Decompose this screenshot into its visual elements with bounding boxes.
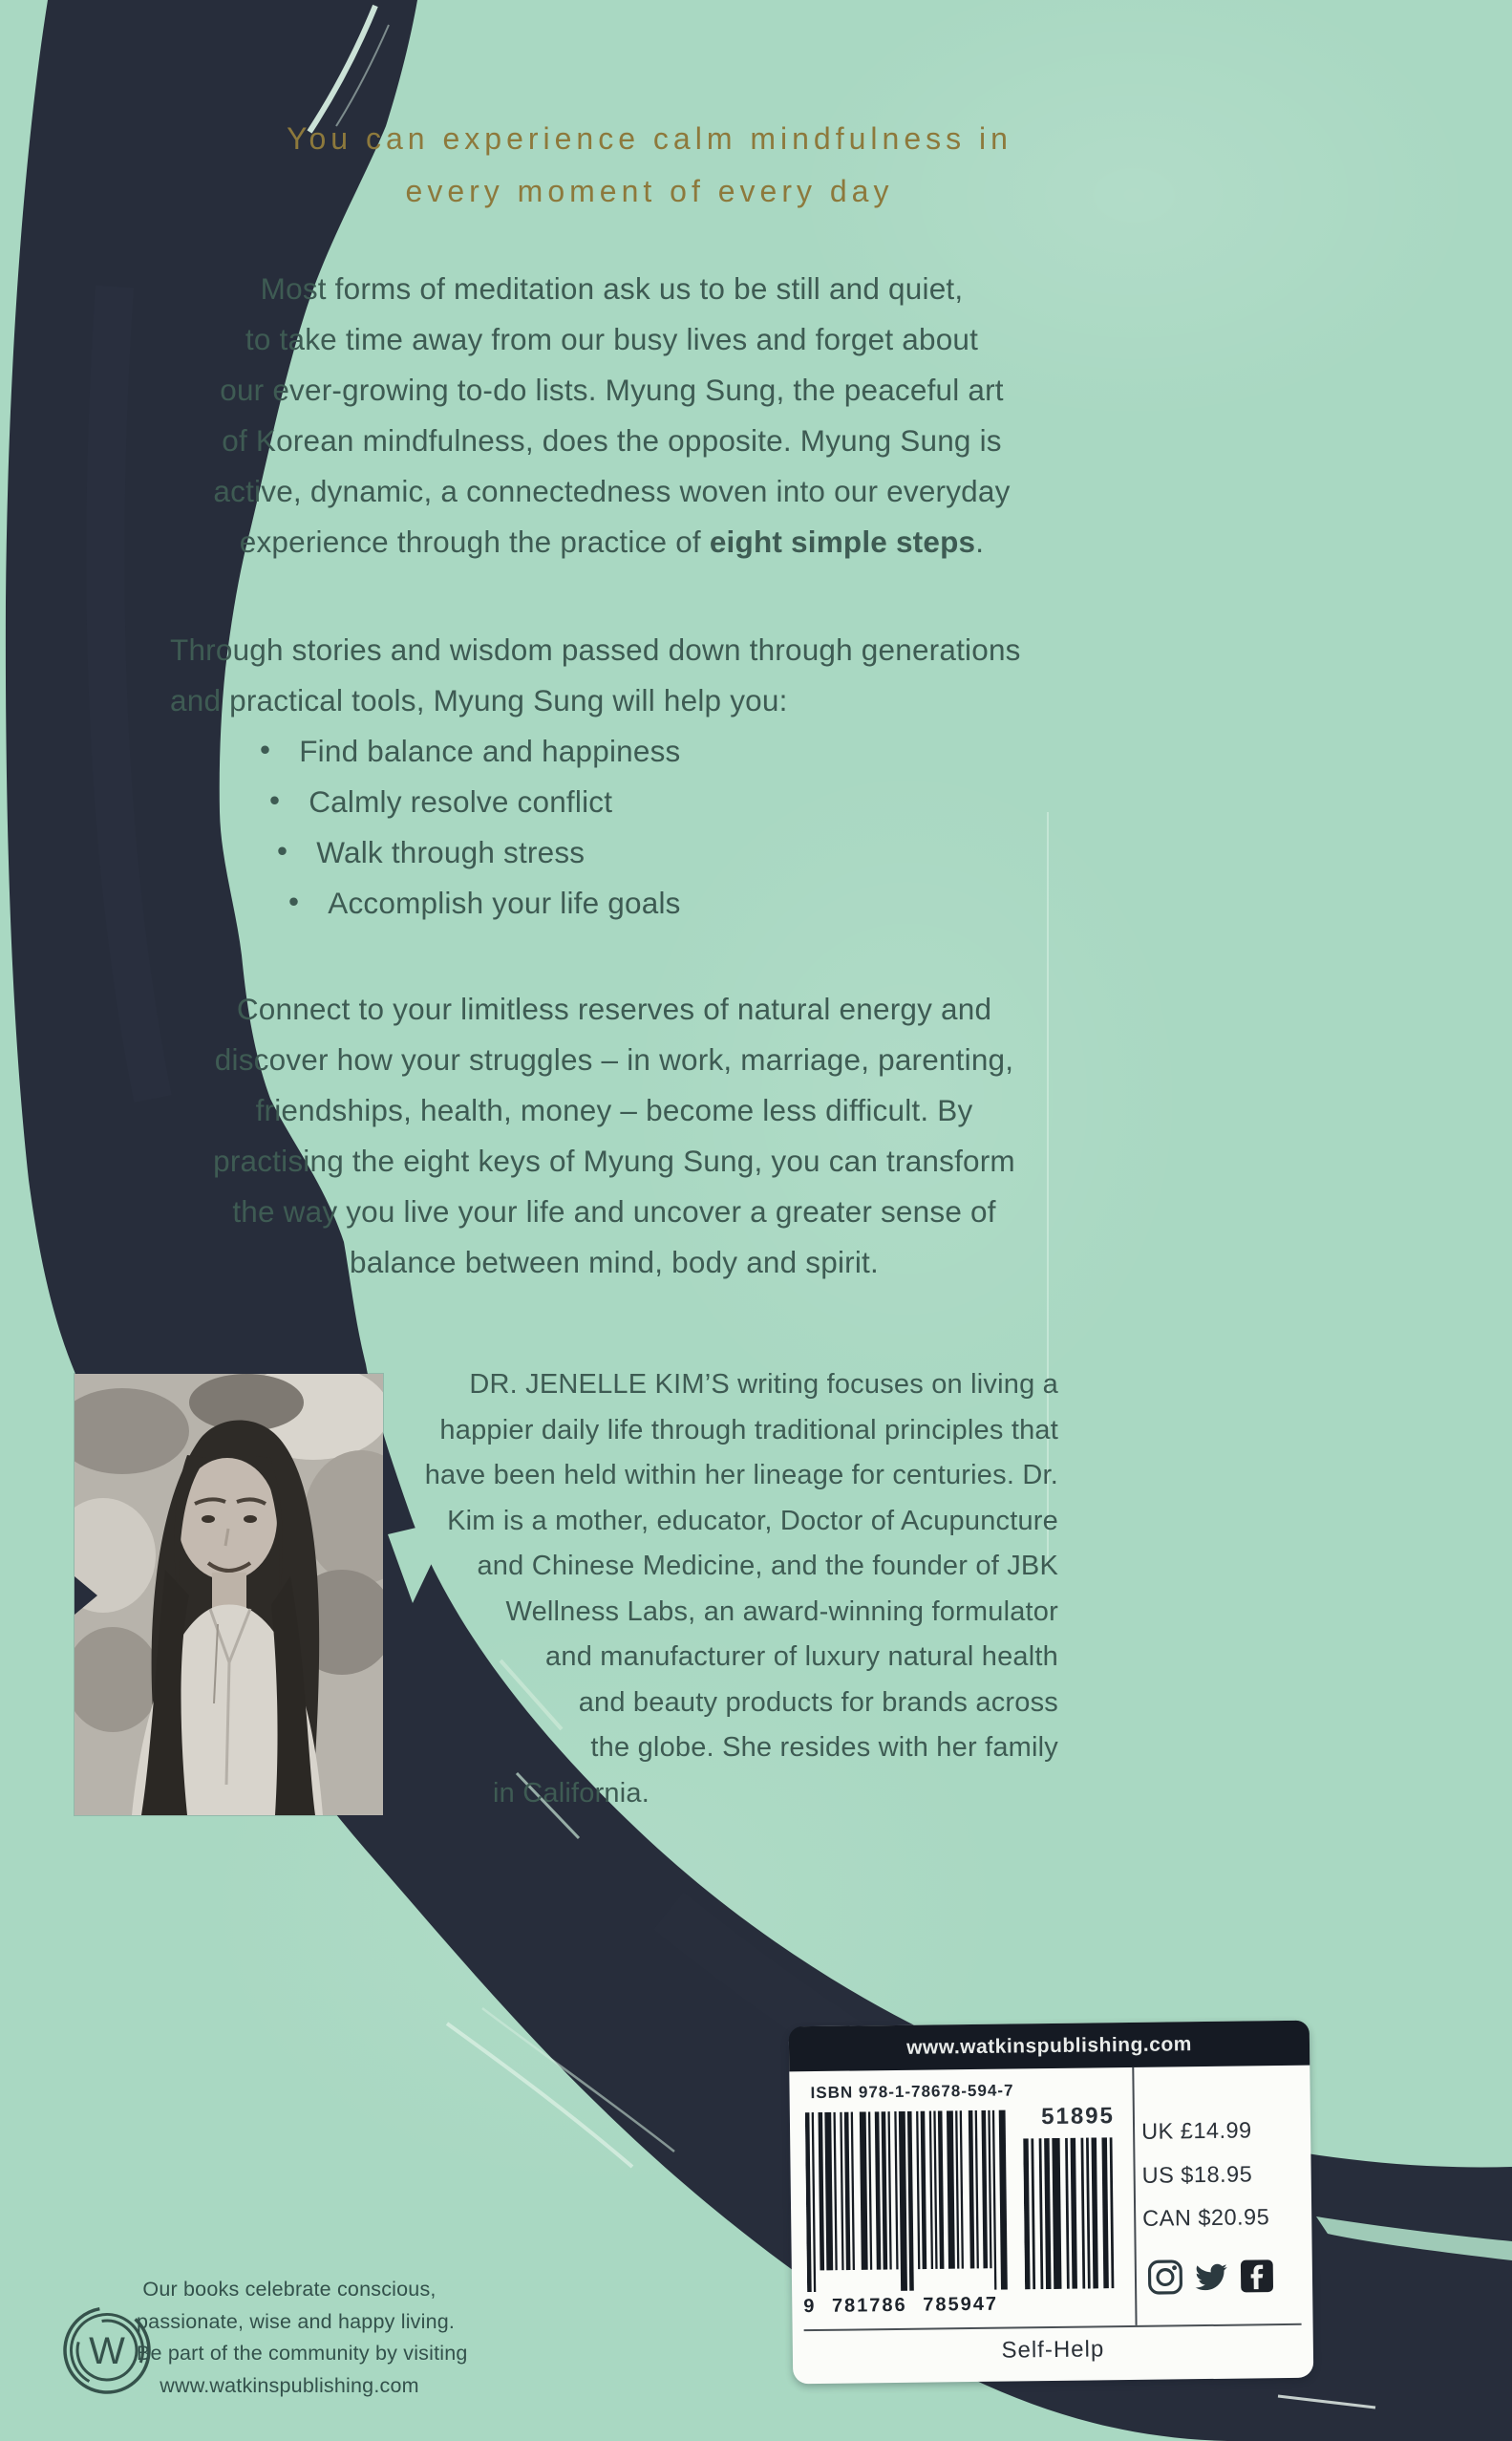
category-label: Self-Help xyxy=(1001,2336,1105,2364)
isbn-label: ISBN 978-1-78678-594-7 xyxy=(810,2081,1014,2103)
barcode-digits: 9 781786 785947 xyxy=(803,2293,999,2318)
price-code: 51895 xyxy=(1040,2103,1116,2131)
author-bio xyxy=(287,1362,1058,1816)
text-line: CAN $20.95 xyxy=(1142,2204,1270,2231)
panel-divider xyxy=(1132,2067,1137,2325)
text-line: happier daily life through traditional principles that xyxy=(439,1414,1058,1445)
text-line: UK £14.99 xyxy=(1140,2117,1252,2144)
text-line: Our books celebrate conscious, xyxy=(142,2278,437,2301)
benefits-list xyxy=(170,726,1054,929)
text-line: balance between mind, body and spirit. xyxy=(350,1245,879,1279)
text-line: DR. JENELLE KIM’S writing focuses on living a xyxy=(469,1369,1058,1400)
text-line: Most forms of meditation ask us to be still and quiet, xyxy=(260,271,964,306)
text-line: and practical tools, Myung Sung will help you: xyxy=(170,683,788,717)
text-line: to take time away from our busy lives and forget about xyxy=(245,322,979,356)
text-line: Connect to your limitless reserves of natural energy and xyxy=(236,992,992,1026)
text-line: and Chinese Medicine, and the founder of JBK xyxy=(477,1551,1058,1581)
text-line: • Accomplish your life goals xyxy=(170,878,1054,929)
pitch-paragraph xyxy=(170,264,1054,567)
text-line: have been held within her lineage for centuries. Dr. xyxy=(424,1460,1058,1490)
text-line: practising the eight keys of Myung Sung, you can transform xyxy=(213,1144,1015,1178)
social-icons xyxy=(1147,2258,1275,2296)
instagram-icon xyxy=(1147,2259,1183,2295)
brush-tip-triangle xyxy=(75,1576,97,1615)
text-line: friendships, health, money – become less difficult. By xyxy=(255,1093,973,1127)
ean-barcode xyxy=(805,2110,1010,2293)
twitter-icon xyxy=(1192,2259,1230,2295)
text-line: Wellness Labs, an award-winning formulator xyxy=(505,1595,1058,1627)
promise-paragraph xyxy=(170,625,1054,929)
text-line: • Calmly resolve conflict xyxy=(170,777,1054,827)
text-line: active, dynamic, a connectedness woven into our everyday xyxy=(213,474,1011,508)
text-line: Kim is a mother, educator, Doctor of Acupuncture xyxy=(447,1505,1058,1536)
text-line: and manufacturer of luxury natural health xyxy=(545,1641,1058,1672)
text-line: discover how your struggles – in work, marriage, parenting, xyxy=(214,1042,1014,1077)
text-line: every moment of every day xyxy=(405,174,894,208)
text-line: You can experience calm mindfulness in xyxy=(287,121,1012,156)
promise-intro xyxy=(170,625,1054,726)
barcode-panel xyxy=(789,2021,1314,2385)
text-line: • Find balance and happiness xyxy=(170,726,1054,777)
text-line: passionate, wise and happy living. xyxy=(137,2309,456,2333)
text-line: www.watkinspublishing.com xyxy=(160,2373,419,2397)
text-line: US $18.95 xyxy=(1141,2160,1253,2188)
text-line: in California. xyxy=(493,1777,650,1809)
supplement-barcode xyxy=(1023,2137,1117,2289)
category-divider xyxy=(804,2323,1302,2331)
text-line: Be part of the community by visiting xyxy=(137,2342,468,2365)
text-line: our ever-growing to-do lists. Myung Sung, the peaceful art xyxy=(220,373,1004,407)
text-line: • Walk through stress xyxy=(170,827,1054,878)
publisher-website: www.watkinspublishing.com xyxy=(789,2021,1310,2072)
price-list xyxy=(1141,2109,1308,2241)
text-line: Through stories and wisdom passed down through generations xyxy=(170,632,1021,667)
publisher-tagline xyxy=(137,2274,468,2402)
text-line: the way you live your life and uncover a greater sense of xyxy=(232,1194,996,1229)
headline xyxy=(196,113,1103,218)
facebook-icon xyxy=(1239,2258,1275,2294)
energy-paragraph xyxy=(170,984,1058,1288)
text-line: of Korean mindfulness, does the opposite. Myung Sung is xyxy=(222,423,1002,458)
text-line: experience through the practice of eight simple steps. xyxy=(239,525,985,559)
watkins-logo-w: W xyxy=(89,2330,125,2372)
text-line: the globe. She resides with her family xyxy=(590,1732,1058,1763)
text-line: and beauty products for brands across xyxy=(578,1686,1058,1718)
